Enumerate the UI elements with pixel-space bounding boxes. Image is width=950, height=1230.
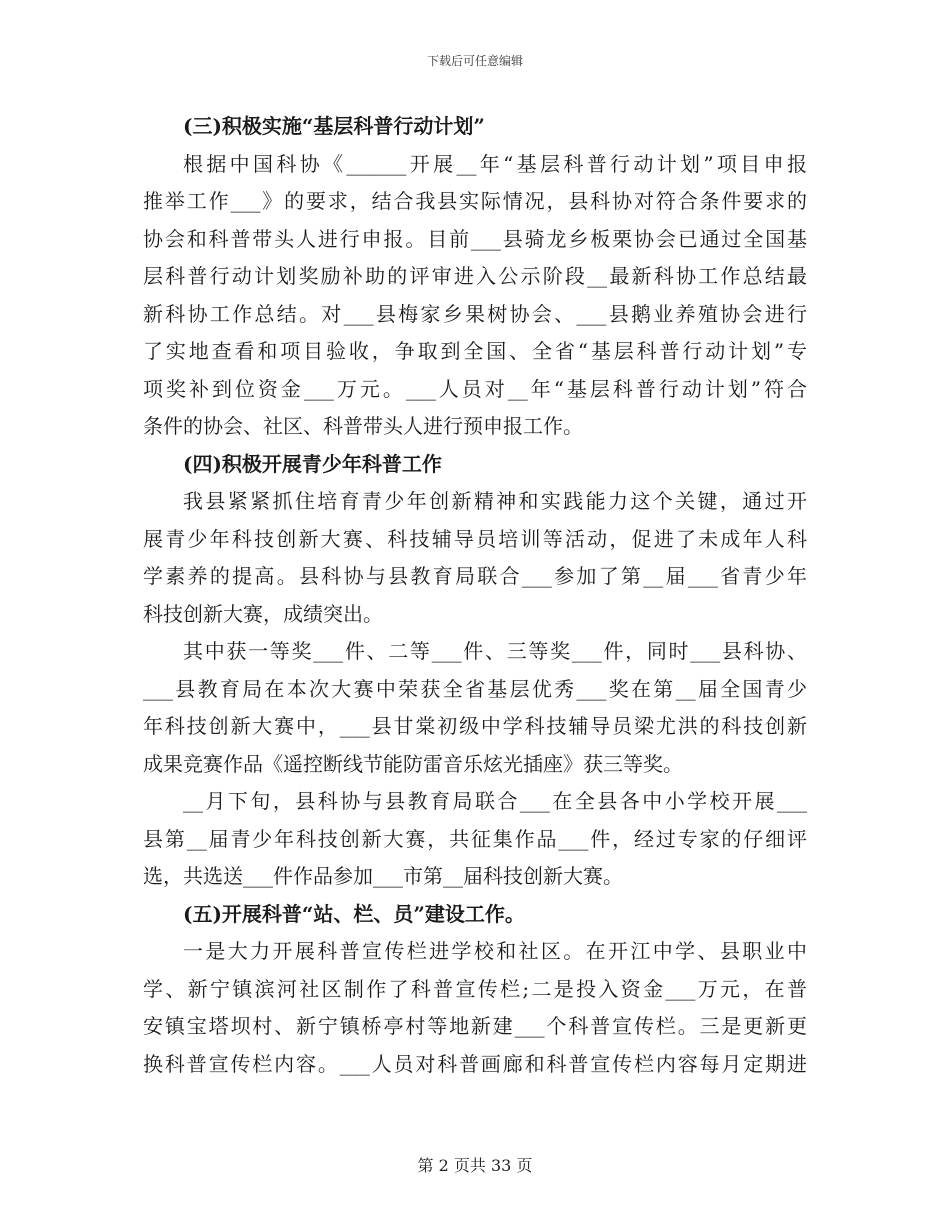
section-heading-3: (三)积极实施“基层科普行动计划” <box>183 114 485 138</box>
paragraph-line: 县第__届青少年科技创新大赛，共征集作品___件，经过专家的仔细评 <box>143 826 807 851</box>
paragraph-line: 科技创新大赛，成绩突出。 <box>143 601 383 626</box>
paragraph-line: 项奖补到位资金___万元。___人员对__年“基层科普行动计划”符合 <box>143 376 807 401</box>
document-body <box>143 108 807 1083</box>
paragraph-line: 展青少年科技创新大赛、科技辅导员培训等活动，促进了未成年人科 <box>143 526 807 551</box>
page-footer: 第 2 页共 33 页 <box>417 1156 533 1175</box>
paragraph-line: ___县教育局在本次大赛中荣获全省基层优秀___奖在第__届全国青少 <box>143 676 807 701</box>
paragraph-line: 学、新宁镇滨河社区制作了科普宣传栏;二是投入资金___万元，在普 <box>143 976 807 1001</box>
header-note: 下载后可任意编辑 <box>426 54 523 68</box>
paragraph-line: 新科协工作总结。对___县梅家乡果树协会、___县鹅业养殖协会进行 <box>143 301 807 326</box>
paragraph-line: 了实地查看和项目验收，争取到全国、全省“基层科普行动计划”专 <box>143 339 807 363</box>
paragraph-line: 我县紧紧抓住培育青少年创新精神和实践能力这个关键，通过开 <box>183 489 807 513</box>
paragraph-line: 一是大力开展科普宣传栏进学校和社区。在开江中学、县职业中 <box>183 939 807 963</box>
paragraph-line: 推举工作___》的要求，结合我县实际情况，县科协对符合条件要求的 <box>143 189 807 213</box>
section-heading-5: (五)开展科普“站、栏、员”建设工作。 <box>183 901 525 926</box>
paragraph-line: 学素养的提高。县科协与县教育局联合___参加了第__届___省青少年 <box>143 564 807 588</box>
paragraph-line: 协会和科普带头人进行申报。目前___县骑龙乡板栗协会已通过全国基 <box>143 226 807 251</box>
paragraph-line: 条件的协会、社区、科普带头人进行预申报工作。 <box>143 414 583 438</box>
paragraph-line: 根据中国科协《______开展__年“基层科普行动计划”项目申报 <box>183 151 807 176</box>
paragraph-line: 成果竞赛作品《遥控断线节能防雷音乐炫光插座》获三等奖。 <box>143 751 683 776</box>
paragraph-line: 选，共选送___件作品参加___市第__届科技创新大赛。 <box>143 864 623 888</box>
paragraph-line: 年科技创新大赛中，___县甘棠初级中学科技辅导员梁尤洪的科技创新 <box>143 714 807 738</box>
section-heading-4: (四)积极开展青少年科普工作 <box>183 451 442 476</box>
paragraph-line: __月下旬，县科协与县教育局联合___在全县各中小学校开展___ <box>183 789 807 813</box>
paragraph-line: 换科普宣传栏内容。___人员对科普画廊和科普宣传栏内容每月定期进 <box>143 1051 807 1076</box>
paragraph-line: 安镇宝塔坝村、新宁镇桥亭村等地新建___个科普宣传栏。三是更新更 <box>143 1014 807 1038</box>
paragraph-line: 其中获一等奖___件、二等___件、三等奖___件，同时___县科协、 <box>183 639 807 663</box>
paragraph-line: 层科普行动计划奖励补助的评审进入公示阶段__最新科协工作总结最 <box>143 264 807 288</box>
